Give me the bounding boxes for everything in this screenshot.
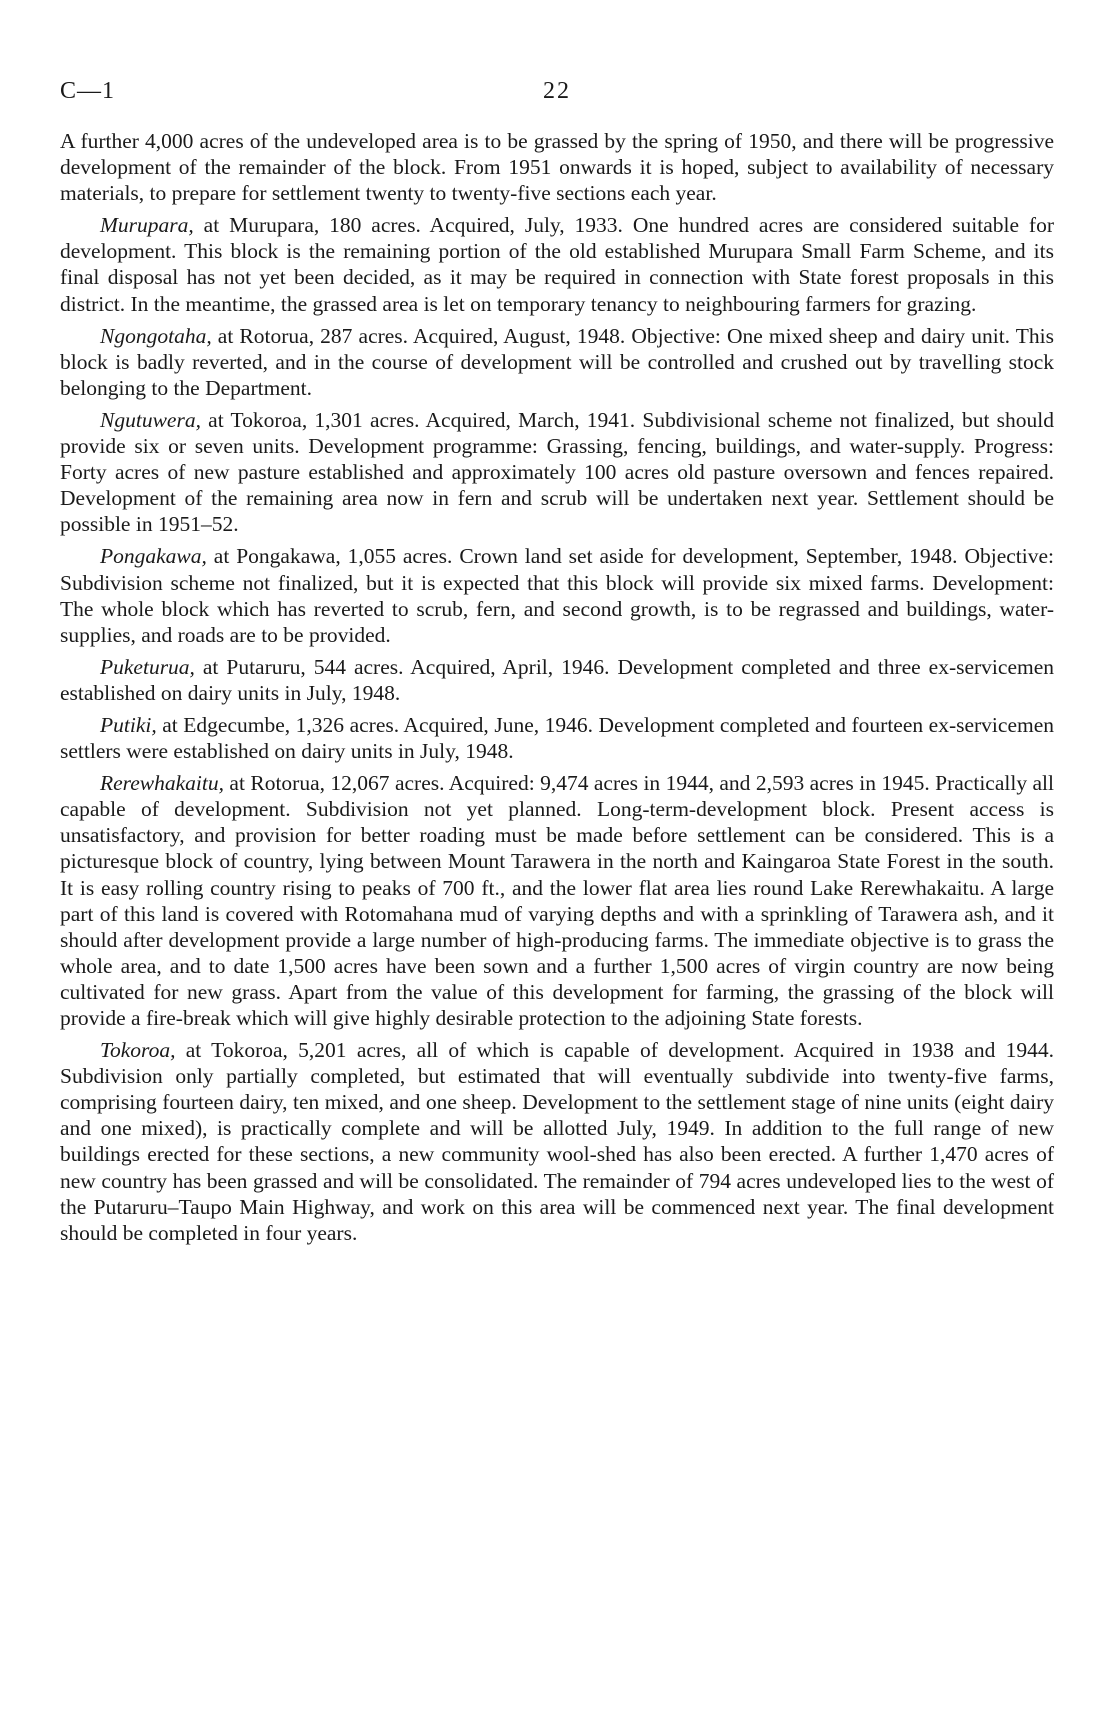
document-body [60,128,1054,1252]
block-name: Murupara, [100,213,194,238]
paragraph-text: at Murupara, 180 acres. Acquired, July, 1933. One hundred acres are considered suitable for development. This block is the remaining portion of the old established Murupara Small Farm Scheme, and its final disposal has not yet been decided, as it may be required in connection with State forest proposals in this district. In the meantime, the grassed area is let on temporary tenancy to neighbouring farmers for grazing. [60,213,1054,316]
paragraph-text: at Rotorua, 287 acres. Acquired, August, 1948. Objective: One mixed sheep and dairy unit. This block is badly reverted, and in the course of development will be controlled and crushed out by travelling stock belonging to the Department. [60,323,1054,400]
paragraph-text: at Tokoroa, 5,201 acres, all of which is capable of development. Acquired in 1938 and 1944. Subdivision only partially completed, but estimated that will eventually subdivide into twenty-five farms, comprising fourteen dairy, ten mixed, and one sheep. Development to the settlement stage of nine units (eight dairy and one mixed), is practically complete and will be allotted July, 1949. In addition to the full range of new buildings erected for these sections, a new community wool-shed has also been erected. A further 1,470 acres of new country has been grassed and will be consolidated. The remainder of 794 acres undeveloped lies to the west of the Putaruru–Taupo Main Highway, and work on this area will be commenced next year. The final development should be completed in four years. [60,1038,1054,1245]
block-name: Pongakawa, [100,544,207,569]
paragraph-ngutuwera [60,407,1054,537]
block-name: Puketurua, [100,654,195,679]
paragraph-text: at Tokoroa, 1,301 acres. Acquired, March, 1941. Subdivisional scheme not finalized, but should provide six or seven units. Development programme: Grassing, fencing, buildings, and water-supply. Progress: Forty acres of new pasture established and approximately 100 acres old pasture oversown and fences repaired. Development of the remaining area now in fern and scrub will be undertaken next year. Settlement should be possible in 1951–52. [60,407,1054,537]
block-name: Ngongotaha, [100,323,212,348]
page-header [60,78,1054,108]
paragraph-text: at Edgecumbe, 1,326 acres. Acquired, June, 1946. Development completed and fourteen ex-servicemen settlers were established on dairy units in July, 1948. [60,712,1054,764]
paragraph-ngongotaha [60,323,1054,401]
block-name: Putiki, [100,712,157,737]
paragraph-pongakawa [60,543,1054,647]
paragraph-text: at Rotorua, 12,067 acres. Acquired: 9,474 acres in 1944, and 2,593 acres in 1945. Practically all capable of development. Subdivision not yet planned. Long-term-development block. Present access is unsatisfactory, and provision for better roading must be made before settlement can be considered. This is a picturesque block of country, lying between Mount Tarawera in the north and Kaingaroa State Forest in the south. It is easy rolling country rising to peaks of 700 ft., and the lower flat area lies round Lake Rerewhakaitu. A large part of this land is covered with Rotomahana mud of varying depths and with a sprinkling of Tarawera ash, and it should after development provide a large number of high-producing farms. The immediate objective is to grass the whole area, and to date 1,500 acres have been sown and a further 1,500 acres of virgin country are now being cultivated for new grass. Apart from the value of this development for farming, the grassing of the block will provide a fire-break which will give highly desirable protection to the adjoining State forests. [60,771,1054,1030]
paragraph-intro [60,128,1054,206]
block-name: Rerewhakaitu, [100,771,224,796]
paragraph-tokoroa [60,1037,1054,1246]
paragraph-putiki [60,712,1054,764]
block-name: Tokoroa, [100,1038,176,1063]
document-reference: C—1 [60,78,116,104]
paragraph-text: at Pongakawa, 1,055 acres. Crown land set aside for development, September, 1948. Objective: Subdivision scheme not finalized, but it is expected that this block will provide six mixed farms. Development: The whole block which has reverted to scrub, fern, and second growth, is to be regrassed and buildings, water-supplies, and roads are to be provided. [60,544,1054,647]
page-number: 22 [543,78,571,104]
paragraph-puketurua [60,654,1054,706]
paragraph-text: A further 4,000 acres of the undeveloped area is to be grassed by the spring of 1950, and there will be progressive development of the remainder of the block. From 1951 onwards it is hoped, subject to availability of necessary materials, to prepare for settlement twenty to twenty-five sections each year. [60,129,1054,206]
block-name: Ngutuwera, [100,407,201,432]
paragraph-murupara [60,212,1054,316]
paragraph-rerewhakaitu [60,770,1054,1031]
paragraph-text: at Putaruru, 544 acres. Acquired, April, 1946. Development completed and three ex-servicemen established on dairy units in July, 1948. [60,654,1054,705]
